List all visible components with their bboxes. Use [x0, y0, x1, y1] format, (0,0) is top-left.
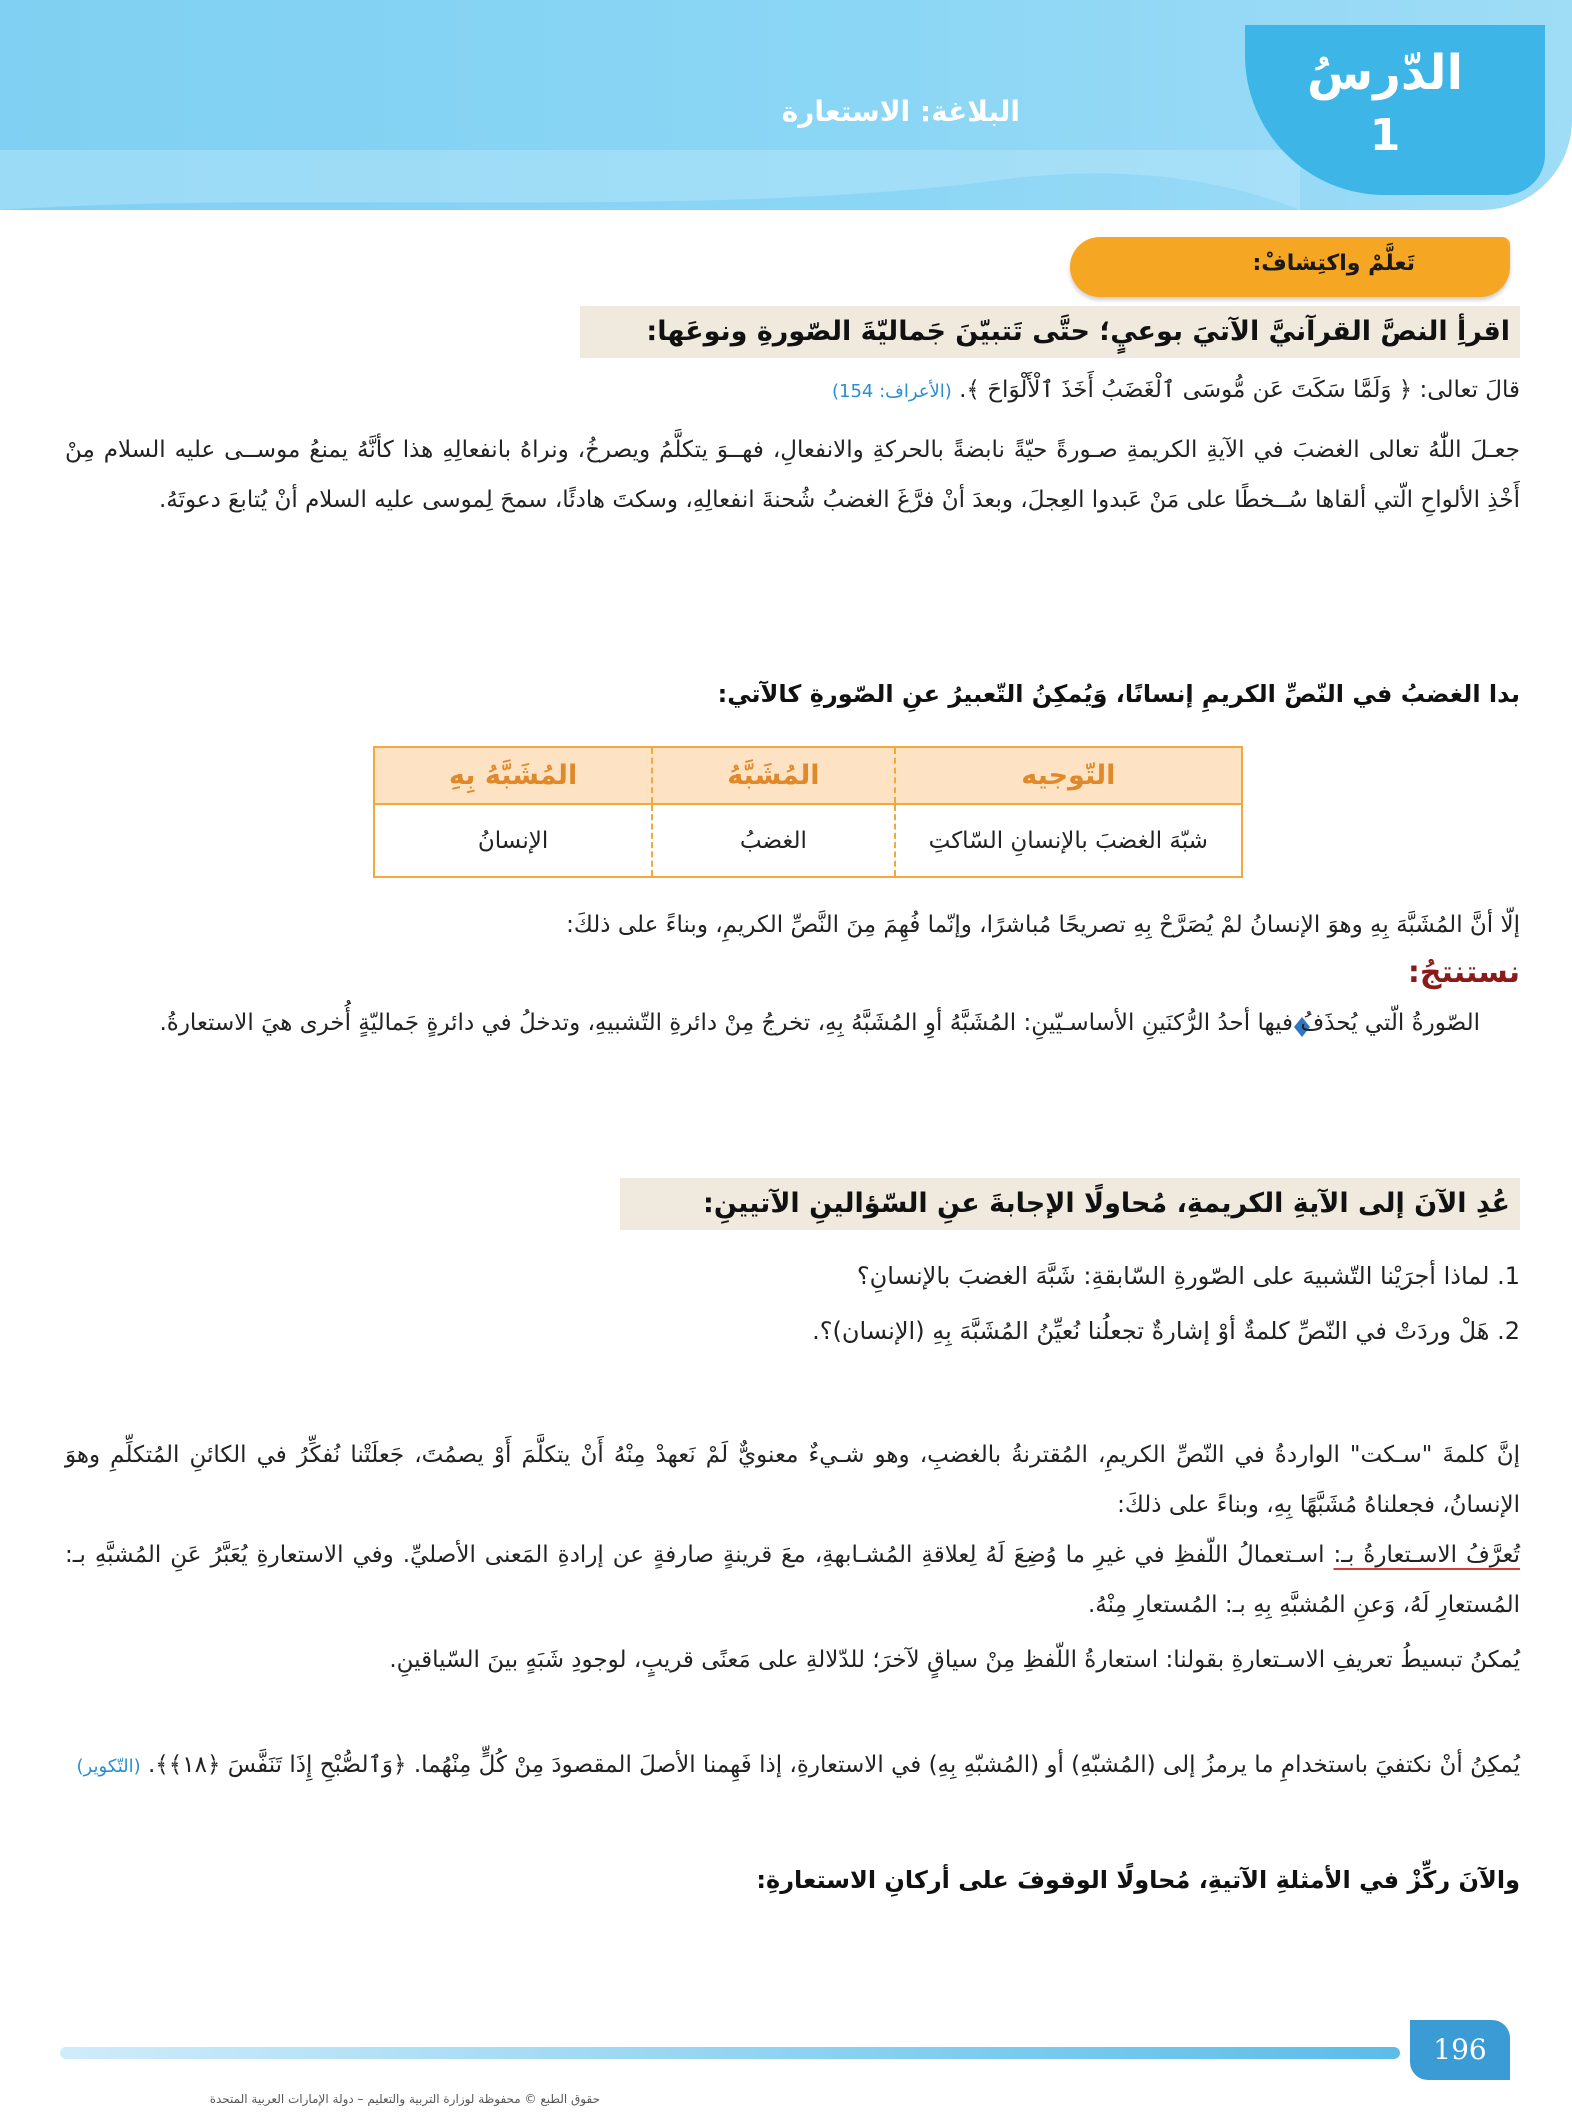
- section3-heading: عُدِ الآنَ إلى الآيةِ الكريمةِ، مُحاولًا الإجابةَ عنِ السّؤالينِ الآتيينِ:: [620, 1178, 1520, 1230]
- learn-discover-label: تَعلَّمْ واكتِشافْ:: [1252, 251, 1415, 276]
- verse-reference: (الأعراف: 154): [831, 381, 952, 402]
- symbol-text: يُمكِنُ أنْ نكتفيَ باستخدامِ ما يرمزُ إلى (المُشبّهِ) أو (المُشبّهِ بِهِ) في الاستعارةِ، إذا فَهِمنا الأصلَ المقصودَ مِنْ كُلٍّ مِنْهُما. ﴿وَٱلصُّبْحِ إِذَا تَنَفَّسَ ﴿١٨﴾﴾.: [148, 1752, 1520, 1778]
- definition-paragraph: [65, 1530, 1520, 1630]
- lesson-title: البلاغة: الاستعارة: [781, 95, 1020, 128]
- conclude-label: نستنتجُ:: [1407, 955, 1520, 990]
- simile-table: [373, 746, 1243, 878]
- conclusion-text: الصّورةُ الّتي يُحذَفُ فيها أحدُ الرُّكنَينِ الأساسـيّينِ: المُشَبَّهُ أوِ المُشَبَّهُ بِهِ، تخرجُ مِنْ دائرةِ التّشبيهِ، وتدخلُ في دائرةٍ جَماليّةٍ أُخرى هيَ الاستعارةُ.: [159, 1010, 1480, 1036]
- page-number: 196: [1410, 2020, 1510, 2080]
- question-1: 1. لماذا أجرَيْنا التّشبيهَ على الصّورةِ السّابقةِ: شَبَّهَ الغضبَ بالإنسانِ؟: [856, 1262, 1520, 1290]
- lesson-number: 1: [1369, 110, 1401, 161]
- table-cell-guidance: شبّهَ الغضبَ بالإنسانِ السّاكتِ: [895, 804, 1241, 876]
- after-table-text: إلّا أنَّ المُشَبَّهَ بِهِ وهوَ الإنسانُ لمْ يُصَرَّحْ بِهِ تصريحًا مُباشرًا، وإنّما فُهِمَ مِنَ النَّصِّ الكريمِ، وبناءً على ذلكَ:: [566, 912, 1520, 938]
- lesson-badge-word: الدّرسُ: [1306, 45, 1464, 101]
- copyright-text: حقوق الطبع © محفوظة لوزارة التربية والتعليم – دولة الإمارات العربية المتحدة: [209, 2092, 600, 2106]
- table-header-guidance: التّوجيه: [895, 748, 1241, 804]
- definition-term: تُعرَّفُ الاسـتعارةُ بـ:: [1333, 1542, 1520, 1568]
- final-instruction: والآنَ ركِّزْ في الأمثلةِ الآتيةِ، مُحاولًا الوقوفَ على أركانِ الاستعارةِ:: [756, 1866, 1520, 1894]
- definition-text: اسـتعمالُ اللّفظِ في غيرِ ما وُضِعَ لَهُ لِعلاقةِ المُشـابهةِ، معَ قرينةٍ صارفةٍ عن إرادةِ المَعنى الأصليِّ. وفي الاستعارةِ يُعَبَّرُ عَنِ المُشبَّهِ بـ: المُستعارِ لَهُ، وَعنِ المُشبَّهِ بِهِ بـ: المُستعارِ مِنْهُ.: [65, 1542, 1520, 1618]
- surah-reference: (التّكوير): [76, 1756, 141, 1777]
- learn-discover-tab: [1070, 237, 1510, 297]
- section1-explanation: جعـلَ اللّٰهُ تعالى الغضبَ في الآيةِ الكريمةِ صـورةً حيّةً نابضةً بالحركةِ والانفعالِ، فهــوَ يتكلَّمُ ويصرخُ، ونراهُ بانفعالِهِ هذا كأنَّهُ يمنعُ موســى عليه السلام مِنْ أَخْذِ الألواحِ الّتي ألقاها سُــخطًا على مَنْ عَبدوا العِجلَ، وبعدَ أنْ فرَّغَ الغضبُ شُحنةَ انفعالِهِ، وسكتَ هادئًا، سمحَ لِموسى عليه السلام أنْ يُتابعَ دعوتَهُ.: [65, 437, 1520, 513]
- table-header-likened: المُشَبَّهُ: [652, 748, 894, 804]
- table-cell-likened: الغضبُ: [652, 804, 894, 876]
- explanation-paragraph: إنَّ كلمةَ "سـكت" الواردةُ في النّصِّ الكريمِ، المُقترنةُ بالغضبِ، وهو شـيءٌ معنويٌّ لَمْ نَعهدْ مِنْهُ أَنْ يتكلَّمَ أَوْ يصمُتَ، جَعلَتْنا نُفكِّرُ في الكائنِ المُتكلِّمِ وهوَ الإنسانُ، فجعلناهُ مُشَبَّهًا بِهِ، وبناءً على ذلكَ:: [65, 1442, 1520, 1518]
- section2-heading: بدا الغضبُ في النّصِّ الكريمِ إنسانًا، وَيُمكِنُ التّعبيرُ عنِ الصّورةِ كالآتي:: [717, 680, 1520, 708]
- verse-line: [640, 372, 1520, 410]
- table-cell-likened-to: الإنسانُ: [375, 804, 652, 876]
- verse-text: قالَ تعالى: ﴿ وَلَمَّا سَكَتَ عَن مُّوسَى ٱلْغَضَبُ أَخَذَ ٱلْأَلْوَاحَ ﴾.: [959, 377, 1520, 403]
- simplified-definition: يُمكنُ تبسيطُ تعريفِ الاسـتعارةِ بقولنا: استعارةُ اللّفظِ مِنْ سياقٍ لآخرَ؛ للدّلالةِ على مَعنًى قريبٍ، لوجودِ شَبَهٍ بينَ السّياقينِ.: [389, 1647, 1520, 1673]
- footer-line: [60, 2047, 1400, 2059]
- question-2: 2. هَلْ وردَتْ في النّصِّ كلمةٌ أوْ إشارةٌ تجعلُنا نُعيِّنُ المُشَبَّهَ بِهِ (الإنسان)؟.: [812, 1317, 1520, 1345]
- section1-heading: اقرأِ النصَّ القرآنيَّ الآتيَ بوعيٍ؛ حتَّى تَتبيّنَ جَماليّةَ الصّورةِ ونوعَها:: [580, 306, 1520, 358]
- symbol-paragraph: [65, 1740, 1520, 1792]
- table-header-likened-to: المُشَبَّهُ بِهِ: [375, 748, 652, 804]
